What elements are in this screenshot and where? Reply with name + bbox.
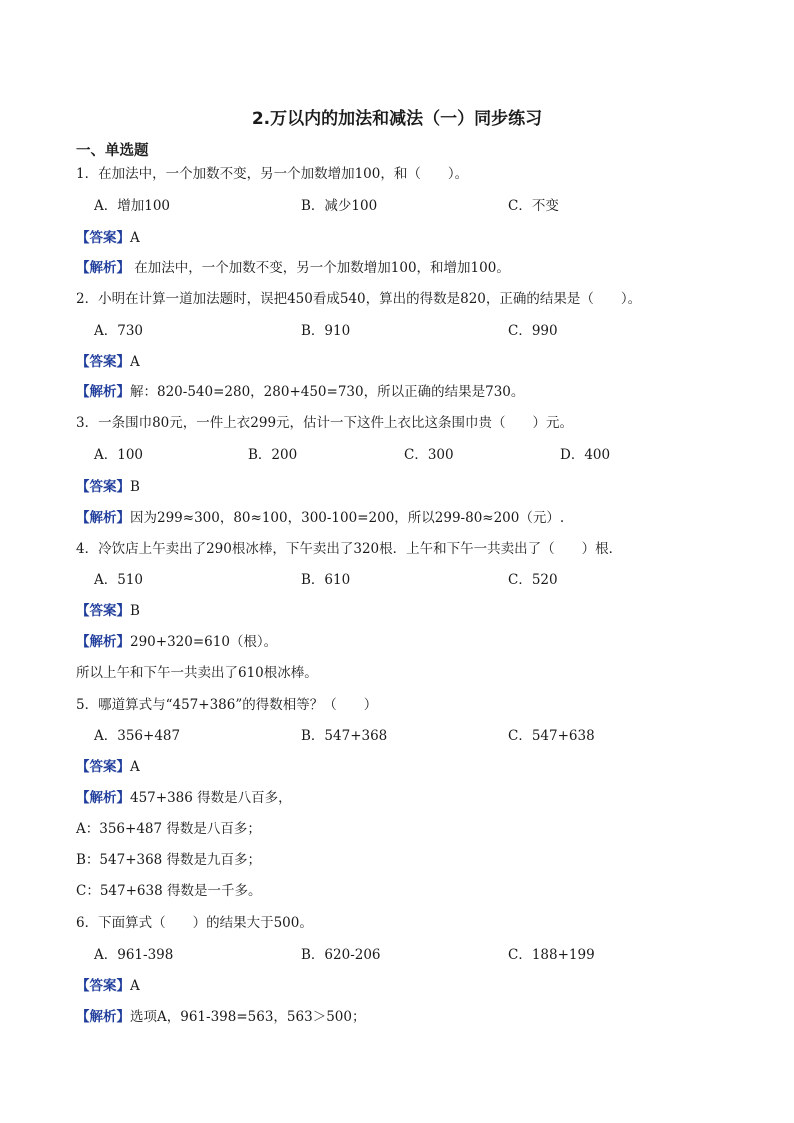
q3-answer — [76, 478, 140, 496]
analysis-tag: 【解析】 — [76, 1009, 130, 1025]
q3-analysis-text: 因为299≈300，80≈100，300-100=200，所以299-80≈200（元）. — [130, 510, 565, 526]
question-3-stem: 3．一条围巾80元，一件上衣299元，估计一下这件上衣比这条围巾贵（ ）元。 — [76, 415, 574, 431]
q1-analysis-text: 在加法中，一个加数不变，另一个加数增加100，和增加100。 — [130, 260, 510, 276]
q1-analysis — [76, 259, 510, 277]
answer-tag: 【答案】 — [76, 354, 130, 370]
q1-option-c: C．不变 — [508, 198, 559, 214]
q2-option-a: A．730 — [94, 323, 144, 339]
q6-option-c: C．188+199 — [508, 947, 595, 963]
q3-option-c: C．300 — [404, 447, 454, 463]
q2-analysis — [76, 383, 524, 401]
page-title: 2.万以内的加法和减法（一）同步练习 — [251, 109, 543, 129]
analysis-tag: 【解析】 — [76, 384, 130, 400]
answer-tag: 【答案】 — [76, 230, 130, 246]
q4-answer-value: B — [130, 603, 140, 619]
q6-answer — [76, 977, 140, 995]
q1-option-b: B．减少100 — [301, 198, 378, 214]
q5-analysis-a: A：356+487 得数是八百多； — [76, 821, 261, 837]
q6-option-b: B．620-206 — [301, 947, 381, 963]
q5-answer — [76, 758, 140, 776]
q5-option-b: B．547+368 — [301, 728, 388, 744]
question-2-stem: 2．小明在计算一道加法题时，误把450看成540，算出的得数是820，正确的结果是（ ）。 — [76, 291, 642, 307]
answer-tag: 【答案】 — [76, 978, 130, 994]
q4-analysis — [76, 633, 277, 651]
question-1-stem: 1．在加法中，一个加数不变，另一个加数增加100，和（ ）。 — [76, 166, 469, 182]
q4-answer — [76, 602, 140, 620]
q4-option-a: A．510 — [94, 572, 144, 588]
q1-answer — [76, 229, 140, 247]
q2-option-c: C．990 — [508, 323, 558, 339]
q6-analysis-text: 选项A，961-398=563，563＞500； — [130, 1009, 366, 1025]
question-5-stem: 5．哪道算式与“457+386”的得数相等？（ ） — [76, 697, 378, 713]
q3-answer-value: B — [130, 479, 140, 495]
q5-option-a: A．356+487 — [94, 728, 181, 744]
q5-option-c: C．547+638 — [508, 728, 595, 744]
q5-analysis-c: C：547+638 得数是一千多。 — [76, 883, 262, 899]
analysis-tag: 【解析】 — [76, 510, 130, 526]
answer-tag: 【答案】 — [76, 479, 130, 495]
analysis-tag: 【解析】 — [76, 260, 130, 276]
q6-option-a: A．961-398 — [94, 947, 174, 963]
q5-analysis-text: 457+386 得数是八百多， — [130, 790, 292, 806]
q5-answer-value: A — [130, 759, 140, 775]
section-heading: 一、单选题 — [76, 143, 149, 159]
q5-analysis — [76, 789, 292, 807]
q6-analysis — [76, 1008, 365, 1026]
q3-analysis — [76, 509, 564, 527]
answer-tag: 【答案】 — [76, 759, 130, 775]
q4-analysis-extra: 所以上午和下午一共卖出了610根冰棒。 — [76, 665, 318, 681]
q6-answer-value: A — [130, 978, 140, 994]
answer-tag: 【答案】 — [76, 603, 130, 619]
q1-option-a: A．增加100 — [94, 198, 171, 214]
q3-option-b: B．200 — [248, 447, 298, 463]
q2-analysis-text: 解：820-540=280，280+450=730，所以正确的结果是730。 — [130, 384, 525, 400]
q2-answer-value: A — [130, 354, 140, 370]
q3-option-d: D．400 — [560, 447, 611, 463]
q5-analysis-b: B：547+368 得数是九百多； — [76, 852, 262, 868]
q1-answer-value: A — [130, 230, 140, 246]
q2-answer — [76, 353, 140, 371]
analysis-tag: 【解析】 — [76, 634, 130, 650]
q2-option-b: B．910 — [301, 323, 351, 339]
question-4-stem: 4．冷饮店上午卖出了290根冰棒，下午卖出了320根．上午和下午一共卖出了（ ）根． — [76, 541, 623, 557]
question-6-stem: 6．下面算式（ ）的结果大于500。 — [76, 915, 313, 931]
q3-option-a: A．100 — [94, 447, 144, 463]
q4-option-b: B．610 — [301, 572, 351, 588]
q4-analysis-text: 290+320=610（根）。 — [130, 634, 278, 650]
q4-option-c: C．520 — [508, 572, 558, 588]
analysis-tag: 【解析】 — [76, 790, 130, 806]
